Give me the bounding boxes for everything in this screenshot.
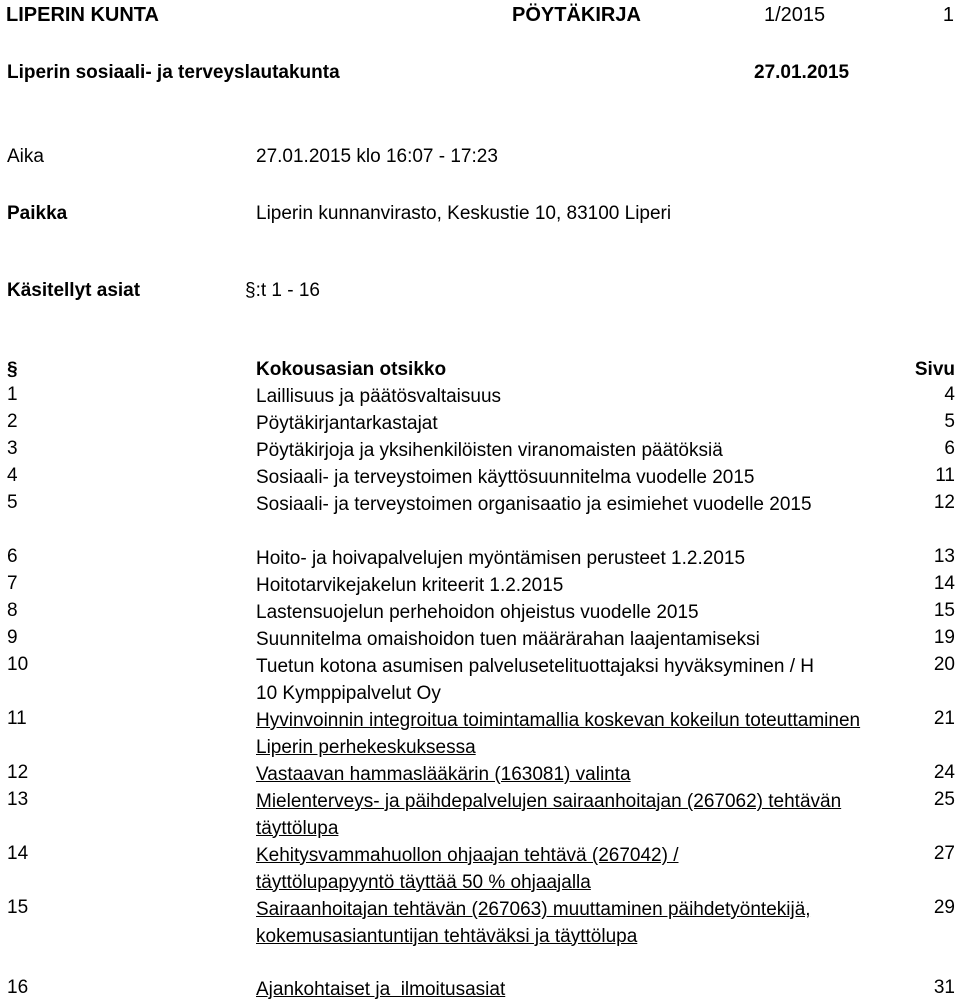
item-number: 2 xyxy=(7,411,18,432)
place-label: Paikka xyxy=(7,203,68,224)
item-number: 9 xyxy=(7,627,18,648)
item-title: Sosiaali- ja terveystoimen käyttösuunnitelma vuodelle 2015 xyxy=(256,467,755,488)
item-number: 4 xyxy=(7,465,18,486)
meeting-date: 27.01.2015 xyxy=(754,62,850,83)
item-title: Sosiaali- ja terveystoimen organisaatio ja esimiehet vuodelle 2015 xyxy=(256,494,812,515)
item-number: 16 xyxy=(7,977,29,998)
item-page: 5 xyxy=(944,411,955,432)
item-page: 25 xyxy=(933,789,955,810)
item-title: Laillisuus ja päätösvaltaisuus xyxy=(256,386,502,407)
time-label: Aika xyxy=(7,146,44,167)
section-column-header: § xyxy=(7,359,18,380)
item-title: Sairaanhoitajan tehtävän (267063) muuttaminen päihdetyöntekijä, kokemusasiantuntijan tehtäväksi ja täyttölupa xyxy=(256,899,811,947)
document-number: 1/2015 xyxy=(764,4,826,26)
item-number: 10 xyxy=(7,654,29,675)
item-page: 11 xyxy=(935,465,955,486)
item-number: 8 xyxy=(7,600,18,621)
item-number: 13 xyxy=(7,789,29,810)
item-page: 24 xyxy=(933,762,955,783)
item-page: 27 xyxy=(933,843,955,864)
item-number: 14 xyxy=(7,843,29,864)
item-page: 19 xyxy=(933,627,955,648)
item-number: 15 xyxy=(7,897,29,918)
item-number: 11 xyxy=(7,708,27,729)
place-value: Liperin kunnanvirasto, Keskustie 10, 83100 Liperi xyxy=(256,203,672,224)
item-title: Ajankohtaiset ja ilmoitusasiat xyxy=(256,979,506,1000)
item-number: 1 xyxy=(7,384,18,405)
municipality-name: LIPERIN KUNTA xyxy=(6,4,159,26)
item-title: Hyvinvoinnin integroitua toimintamallia koskevan kokeilun toteuttaminen Liperin perhekeskuksessa xyxy=(256,710,861,758)
item-page: 4 xyxy=(944,384,955,405)
item-title: Pöytäkirjoja ja yksihenkilöisten viranomaisten päätöksiä xyxy=(256,440,723,461)
item-page: 15 xyxy=(933,600,955,621)
committee-name: Liperin sosiaali- ja terveyslautakunta xyxy=(7,62,340,83)
item-title: Mielenterveys- ja päihdepalvelujen sairaanhoitajan (267062) tehtävän täyttölupa xyxy=(256,791,842,839)
item-title: Suunnitelma omaishoidon tuen määrärahan laajentamiseksi xyxy=(256,629,760,650)
item-page: 13 xyxy=(933,546,955,567)
item-number: 5 xyxy=(7,492,18,513)
item-number: 7 xyxy=(7,573,18,594)
page-number: 1 xyxy=(942,4,954,26)
item-number: 6 xyxy=(7,546,18,567)
page-column-header: Sivu xyxy=(914,359,955,380)
item-number: 12 xyxy=(7,762,29,783)
item-title: Hoito- ja hoivapalvelujen myöntämisen perusteet 1.2.2015 xyxy=(256,548,746,569)
item-page: 31 xyxy=(933,977,955,998)
document-type: PÖYTÄKIRJA xyxy=(512,4,641,26)
item-page: 21 xyxy=(933,708,955,729)
item-title: Vastaavan hammaslääkärin (163081) valinta xyxy=(256,764,631,785)
time-value: 27.01.2015 klo 16:07 - 17:23 xyxy=(256,146,498,167)
items-label: Käsitellyt asiat xyxy=(7,280,141,301)
item-page: 29 xyxy=(933,897,955,918)
item-title: Lastensuojelun perhehoidon ohjeistus vuodelle 2015 xyxy=(256,602,699,623)
item-page: 12 xyxy=(933,492,955,513)
item-title: Pöytäkirjantarkastajat xyxy=(256,413,438,434)
item-page: 20 xyxy=(933,654,955,675)
item-page: 6 xyxy=(944,438,955,459)
title-column-header: Kokousasian otsikko xyxy=(256,359,447,380)
item-number: 3 xyxy=(7,438,18,459)
item-title: Hoitotarvikejakelun kriteerit 1.2.2015 xyxy=(256,575,564,596)
item-page: 14 xyxy=(933,573,955,594)
item-title: Kehitysvammahuollon ohjaajan tehtävä (267042) / täyttölupapyyntö täyttää 50 % ohjaajalla xyxy=(256,845,679,893)
item-title: Tuetun kotona asumisen palvelusetelituottajaksi hyväksyminen / H 10 Kymppipalvelut Oy xyxy=(256,656,814,704)
items-value: §:t 1 - 16 xyxy=(245,280,320,301)
